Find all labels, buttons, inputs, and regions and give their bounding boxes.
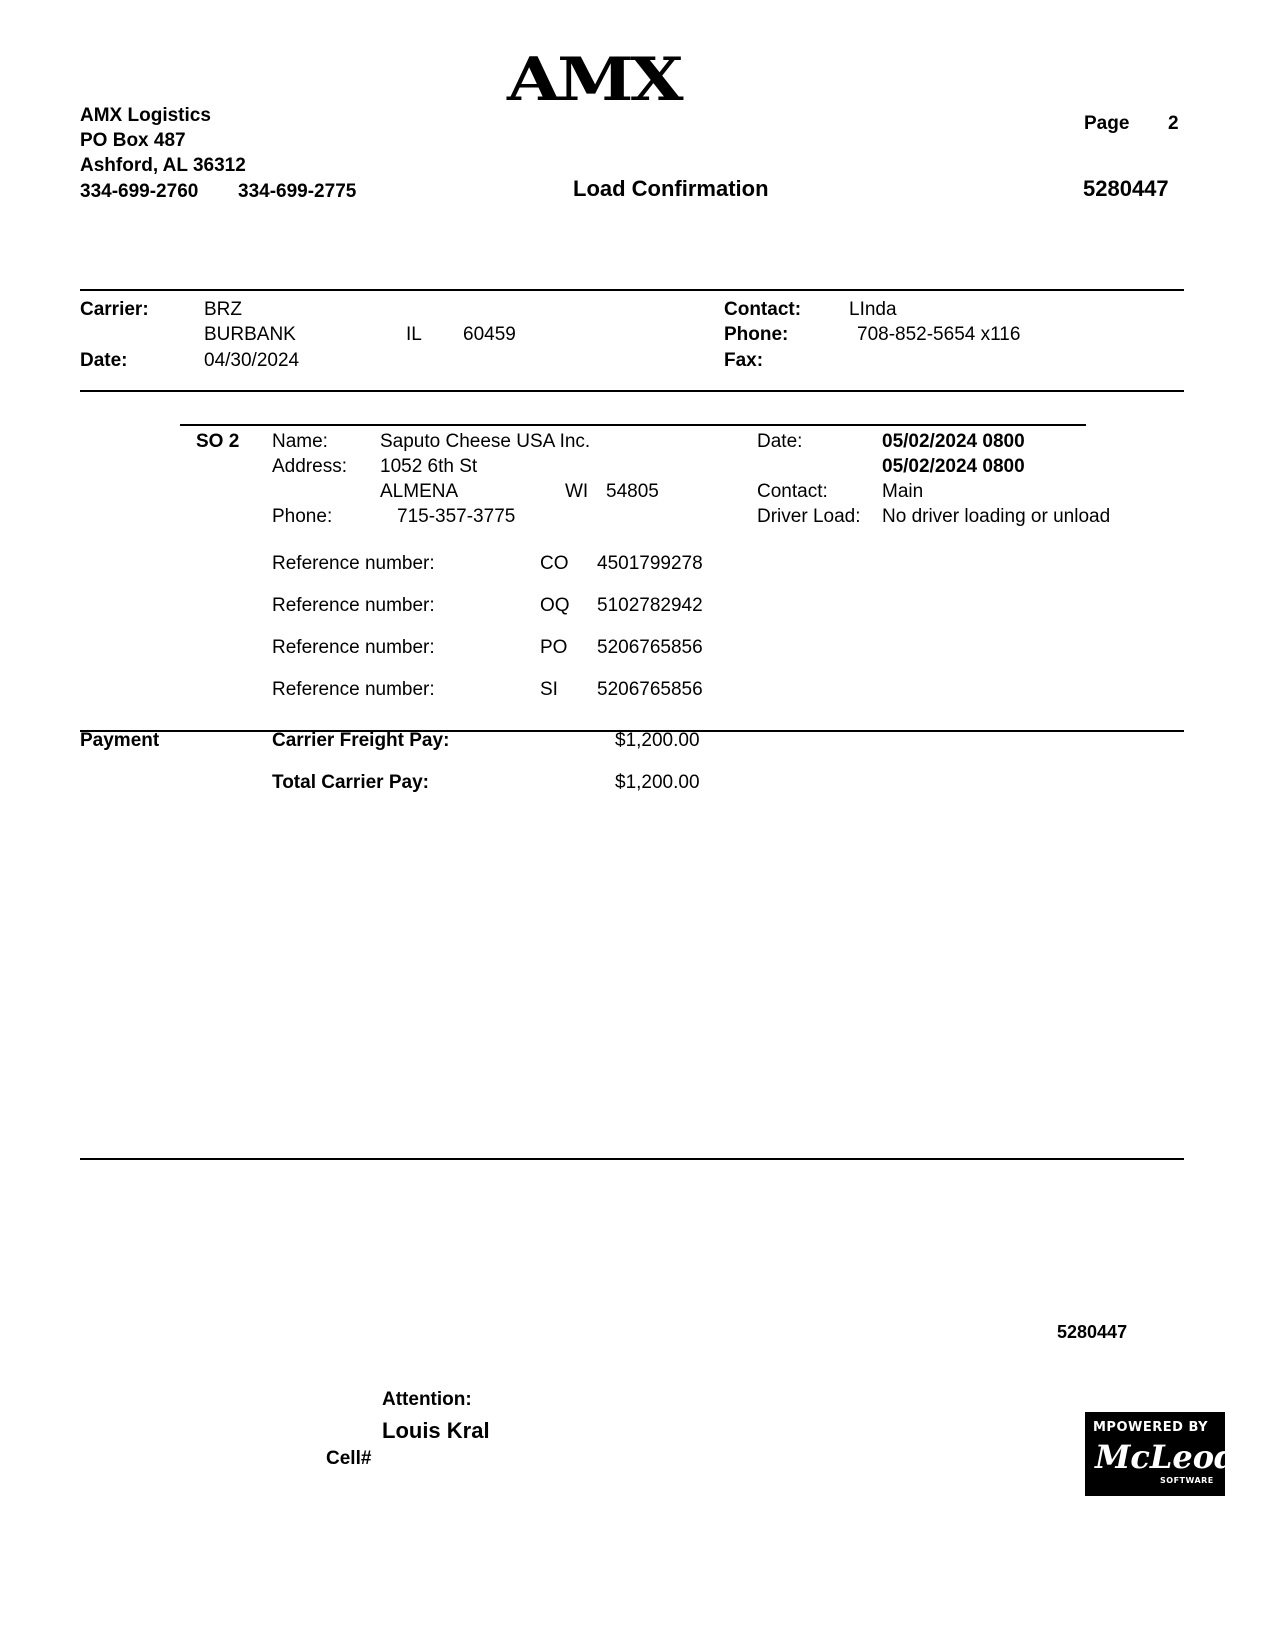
reference-code: CO — [540, 553, 569, 574]
carrier-phone: 708-852-5654 x116 — [857, 324, 1021, 345]
stop-phone-label: Phone: — [272, 506, 333, 527]
cell-label: Cell# — [326, 1448, 372, 1469]
carrier-contact: LInda — [849, 299, 897, 320]
carrier-phone-label: Phone: — [724, 324, 789, 345]
total-pay-label: Total Carrier Pay: — [272, 772, 429, 793]
payment-label: Payment — [80, 730, 160, 751]
carrier-zip: 60459 — [463, 324, 516, 345]
stop-address-label: Address: — [272, 456, 347, 477]
document-title: Load Confirmation — [573, 176, 769, 201]
reference-label: Reference number: — [272, 595, 435, 616]
reference-code: OQ — [540, 595, 570, 616]
page-label: Page — [1084, 113, 1130, 134]
carrier-state: IL — [406, 324, 422, 345]
page-number: 2 — [1168, 113, 1179, 134]
carrier-city: BURBANK — [204, 324, 296, 345]
stop-driver-load: No driver loading or unload — [882, 506, 1111, 527]
freight-pay-amount: $1,200.00 — [615, 730, 700, 751]
stop-name-label: Name: — [272, 431, 328, 452]
carrier-date: 04/30/2024 — [204, 350, 300, 371]
badge-line3: SOFTWARE — [1160, 1476, 1214, 1485]
stop-address: 1052 6th St — [380, 456, 478, 477]
stop-phone: 715-357-3775 — [397, 506, 516, 527]
carrier-name: BRZ — [204, 299, 242, 320]
stop-city: ALMENA — [380, 481, 459, 502]
stop-contact-label: Contact: — [757, 481, 828, 502]
stop-label: SO 2 — [196, 431, 240, 452]
reference-label: Reference number: — [272, 553, 435, 574]
reference-value: 5206765856 — [597, 679, 703, 700]
company-phone-2: 334-699-2775 — [238, 181, 357, 202]
company-address-line2: Ashford, AL 36312 — [80, 155, 246, 176]
stop-contact: Main — [882, 481, 924, 502]
reference-code: SI — [540, 679, 558, 700]
stop-driver-load-label: Driver Load: — [757, 506, 861, 527]
freight-pay-label: Carrier Freight Pay: — [272, 730, 450, 751]
stop-state: WI — [565, 481, 589, 502]
amx-logo: AMX — [507, 45, 681, 115]
mcleod-badge — [1085, 1412, 1237, 1496]
reference-value: 5102782942 — [597, 595, 703, 616]
stop-name: Saputo Cheese USA Inc. — [380, 431, 591, 452]
footer-doc-number: 5280447 — [1057, 1322, 1128, 1342]
attention-name: Louis Kral — [382, 1418, 490, 1443]
stop-zip: 54805 — [606, 481, 659, 502]
carrier-contact-label: Contact: — [724, 299, 802, 320]
carrier-date-label: Date: — [80, 350, 128, 371]
carrier-divider — [80, 390, 1184, 392]
carrier-label: Carrier: — [80, 299, 149, 320]
badge-line1: MPOWERED BY — [1093, 1420, 1209, 1435]
stop-divider — [180, 424, 1086, 426]
stop-date-2: 05/02/2024 0800 — [882, 456, 1025, 477]
footer-divider — [80, 1158, 1184, 1160]
company-address-line1: PO Box 487 — [80, 130, 186, 151]
reference-value: 4501799278 — [597, 553, 703, 574]
document-number: 5280447 — [1083, 176, 1169, 201]
attention-label: Attention: — [382, 1389, 472, 1410]
carrier-fax-label: Fax: — [724, 350, 764, 371]
reference-label: Reference number: — [272, 679, 435, 700]
reference-code: PO — [540, 637, 568, 658]
company-phone-1: 334-699-2760 — [80, 181, 199, 202]
company-name: AMX Logistics — [80, 105, 211, 126]
stop-date-label: Date: — [757, 431, 803, 452]
badge-line2: McLeod — [1095, 1438, 1237, 1476]
total-pay-amount: $1,200.00 — [615, 772, 700, 793]
stop-date-1: 05/02/2024 0800 — [882, 431, 1025, 452]
reference-value: 5206765856 — [597, 637, 703, 658]
header-divider — [80, 289, 1184, 291]
reference-label: Reference number: — [272, 637, 435, 658]
